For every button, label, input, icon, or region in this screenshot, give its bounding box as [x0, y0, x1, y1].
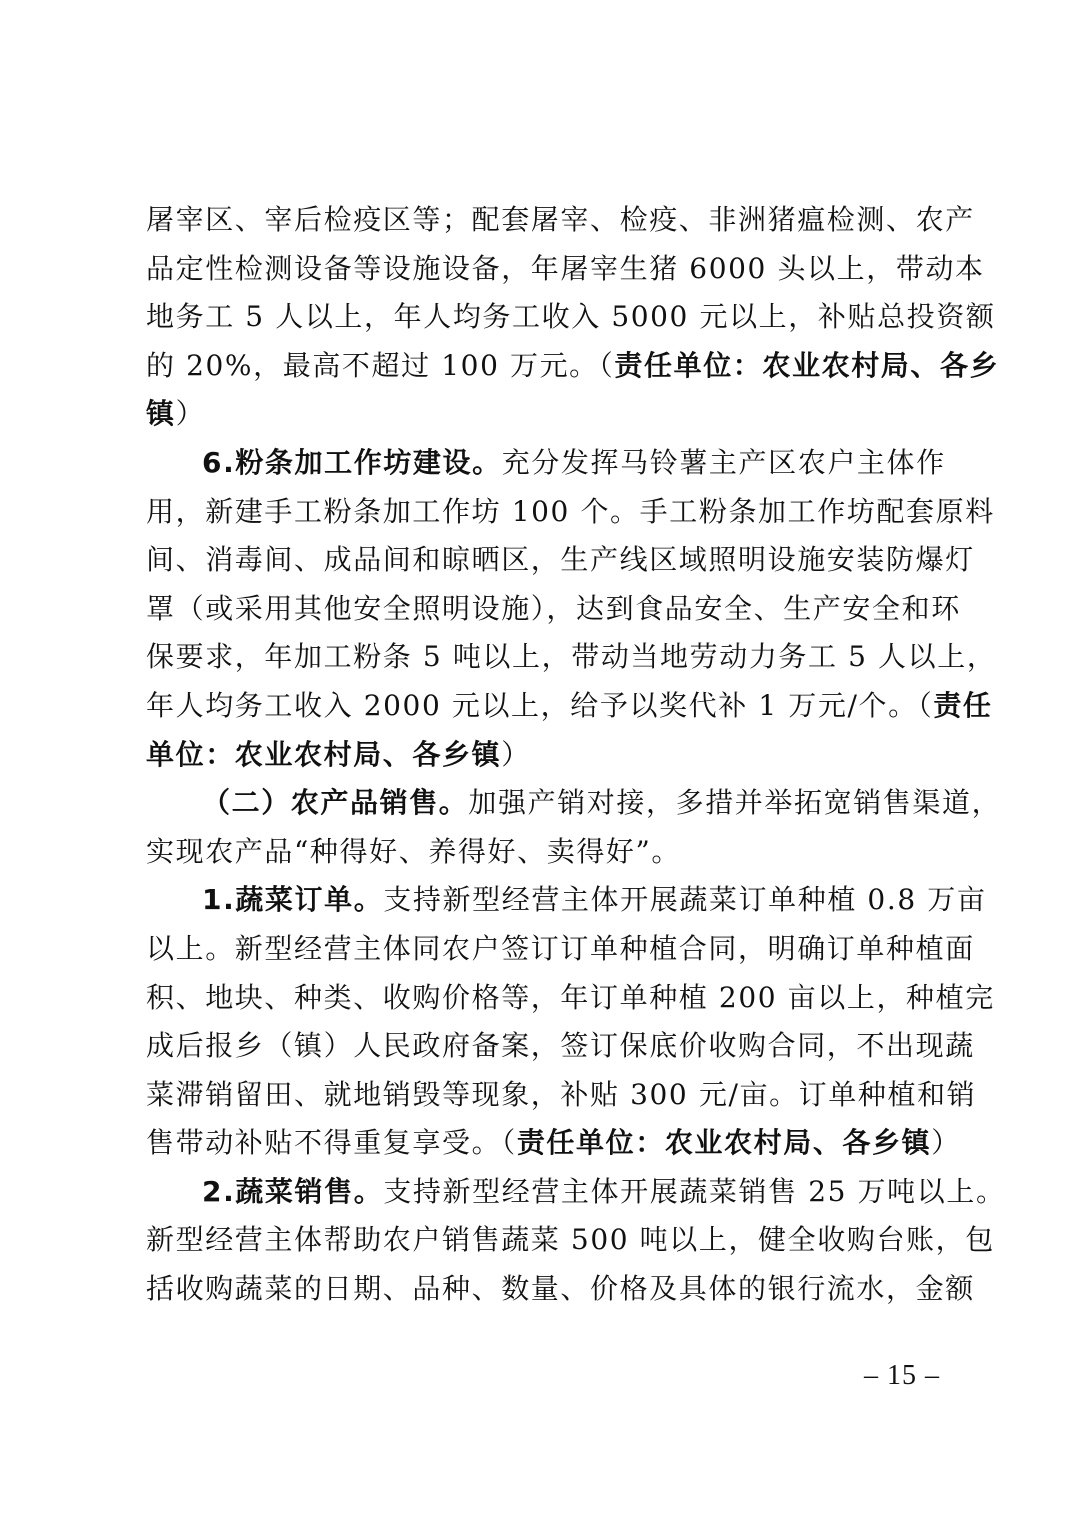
text-line	[146, 536, 975, 585]
responsible-unit-text: 单位：农业农村局、各乡镇	[146, 737, 502, 771]
text-run: ）	[501, 737, 531, 771]
text-run: 保要求，年加工粉条 5 吨以上，带动当地劳动力务工 5 人以上，	[146, 640, 997, 674]
text-run: 罩（或采用其他安全照明设施），达到食品安全、生产安全和环	[146, 591, 961, 625]
text-line	[146, 1071, 977, 1120]
text-run: 新型经营主体帮助农户销售蔬菜 500 吨以上，健全收购台账，包	[146, 1223, 995, 1257]
text-run: 实现农产品“种得好、养得好、卖得好”。	[146, 834, 682, 868]
text-line	[146, 876, 987, 925]
text-run: 间、消毒间、成品间和晾晒区，生产线区域照明设施安装防爆灯	[146, 543, 975, 577]
text-line	[146, 1265, 975, 1314]
text-line	[146, 585, 961, 634]
subsection-heading-2: 2.蔬菜销售。	[202, 1174, 384, 1208]
text-run: 屠宰区、宰后检疫区等；配套屠宰、检疫、非洲猪瘟检测、农产	[146, 203, 975, 236]
text-run: 成后报乡（镇）人民政府备案，签订保底价收购合同，不出现蔬	[146, 1029, 975, 1063]
text-run: 以上。新型经营主体同农户签订订单种植合同，明确订单种植面	[146, 931, 975, 965]
text-run: 加强产销对接，多措并举拓宽销售渠道，	[468, 786, 1002, 820]
text-line	[146, 293, 996, 342]
text-line	[146, 1022, 975, 1071]
text-run: 积、地块、种类、收购价格等，年订单种植 200 亩以上，种植完	[146, 980, 995, 1014]
section-heading-6: 6.粉条加工作坊建设。	[202, 445, 502, 479]
page-number: – 15 –	[864, 1360, 940, 1391]
section-heading-2: （二）农产品销售。	[202, 786, 469, 820]
responsible-unit-text: 责任	[933, 688, 993, 722]
text-run: ）	[175, 397, 206, 431]
text-line	[146, 1119, 961, 1168]
text-line	[146, 439, 946, 488]
text-line	[146, 974, 995, 1023]
text-run: 年人均务工收入 2000 元以上，给予以奖代补 1 万元/个。（	[146, 688, 934, 722]
text-run: 支持新型经营主体开展蔬菜销售 25 万吨以上。	[383, 1174, 1006, 1208]
text-run: 的 20%，最高不超过 100 万元。（	[146, 348, 615, 382]
subsection-heading-1: 1.蔬菜订单。	[202, 883, 384, 917]
text-run: ）	[931, 1126, 961, 1160]
text-line	[146, 633, 997, 682]
text-run: 品定性检测设备等设施设备，年屠宰生猪 6000 头以上，带动本	[146, 251, 985, 285]
text-line	[146, 779, 1002, 828]
text-line	[146, 828, 942, 877]
text-run: 充分发挥马铃薯主产区农户主体作	[501, 445, 946, 479]
text-line	[146, 925, 975, 974]
text-line	[146, 488, 995, 537]
text-line	[146, 682, 993, 731]
responsible-unit-text: 责任单位：农业农村局、各乡	[614, 348, 1000, 382]
document-body	[146, 196, 1006, 1314]
text-line	[146, 1168, 1006, 1217]
text-run: 括收购蔬菜的日期、品种、数量、价格及具体的银行流水，金额	[146, 1272, 975, 1306]
text-run: 菜滞销留田、就地销毁等现象，补贴 300 元/亩。订单种植和销	[146, 1077, 977, 1111]
text-line	[146, 196, 975, 245]
text-line	[146, 245, 985, 294]
text-run: 用，新建手工粉条加工作坊 100 个。手工粉条加工作坊配套原料	[146, 494, 995, 528]
text-line	[146, 342, 1000, 391]
text-line	[146, 731, 942, 780]
text-run: 地务工 5 人以上，年人均务工收入 5000 元以上，补贴总投资额	[146, 300, 996, 334]
text-run: 支持新型经营主体开展蔬菜订单种植 0.8 万亩	[383, 883, 987, 917]
text-line	[146, 1216, 995, 1265]
text-line	[146, 390, 942, 439]
responsible-unit-text: 责任单位：农业农村局、各乡镇	[516, 1126, 932, 1160]
responsible-unit-text: 镇	[146, 397, 176, 431]
text-run: 售带动补贴不得重复享受。（	[146, 1126, 517, 1160]
